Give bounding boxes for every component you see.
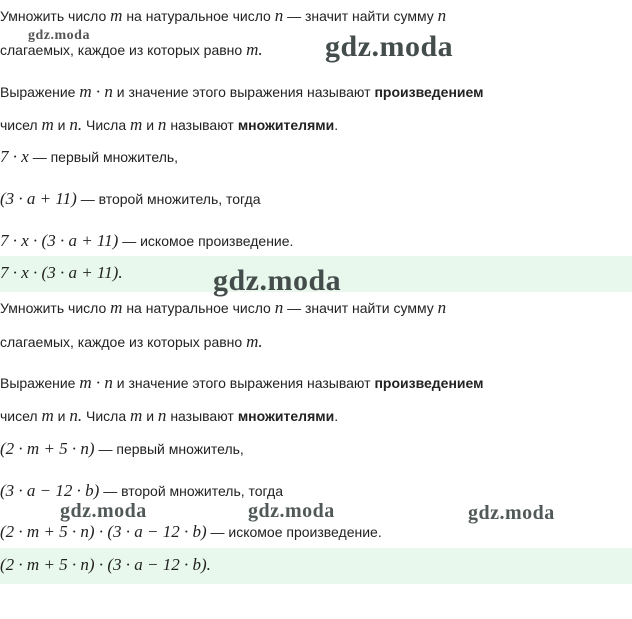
math-expr: m · n bbox=[79, 373, 113, 392]
p2-answer: (2 · m + 5 · n) · (3 · a − 12 · b). bbox=[0, 555, 211, 574]
p2-line-5 bbox=[0, 439, 244, 459]
text: Выражение bbox=[0, 375, 76, 391]
text: Умножить число bbox=[0, 300, 107, 316]
term-product: произведением bbox=[374, 375, 484, 391]
text: Числа bbox=[86, 117, 127, 133]
p1-line-4 bbox=[0, 115, 338, 135]
text: на натуральное число bbox=[126, 300, 271, 316]
math-m: m bbox=[41, 406, 54, 425]
p2-line-7 bbox=[0, 522, 382, 542]
math-m: m. bbox=[246, 332, 263, 351]
text: — первый множитель, bbox=[32, 149, 179, 165]
text: Выражение bbox=[0, 84, 76, 100]
math-m: m bbox=[130, 406, 143, 425]
text: называют bbox=[170, 117, 234, 133]
text: и bbox=[146, 117, 155, 133]
watermark-logo: gdz.moda bbox=[213, 264, 342, 297]
text: и значение этого выражения называют bbox=[116, 375, 371, 391]
text: чисел bbox=[0, 408, 38, 424]
p2-line-4 bbox=[0, 406, 338, 426]
text: на натуральное число bbox=[126, 8, 271, 24]
watermark-logo: gdz.moda bbox=[248, 500, 335, 522]
text: и bbox=[57, 117, 66, 133]
math-expr: (3 · a + 11) bbox=[0, 189, 77, 208]
text: чисел bbox=[0, 117, 38, 133]
text: слагаемых, каждое из которых равно bbox=[0, 42, 243, 58]
text: — значит найти сумму bbox=[287, 8, 434, 24]
watermark-logo: gdz.moda bbox=[28, 28, 90, 43]
p1-line-3 bbox=[0, 82, 483, 102]
term-factors: множителями bbox=[237, 408, 335, 424]
text: . bbox=[334, 117, 339, 133]
text: — второй множитель, тогда bbox=[103, 483, 283, 499]
watermark-logo: gdz.moda bbox=[60, 500, 147, 522]
p2-line-6 bbox=[0, 481, 283, 501]
math-expr: 7 · x bbox=[0, 147, 29, 166]
watermark-logo: gdz.moda bbox=[325, 30, 454, 63]
math-expr: (2 · m + 5 · n) bbox=[0, 439, 95, 458]
math-expr: (2 · m + 5 · n) · (3 · a − 12 · b) bbox=[0, 522, 207, 541]
p2-line-1 bbox=[0, 298, 446, 318]
text: — искомое произведение. bbox=[210, 524, 382, 540]
math-n: n bbox=[157, 406, 167, 425]
math-n: n bbox=[274, 298, 284, 317]
watermark-logo: gdz.moda bbox=[468, 502, 555, 524]
text: — второй множитель, тогда bbox=[80, 191, 261, 207]
term-factors: множителями bbox=[237, 117, 335, 133]
text: и bbox=[57, 408, 66, 424]
math-m: m bbox=[130, 115, 143, 134]
text: и bbox=[146, 408, 155, 424]
p2-line-2 bbox=[0, 332, 263, 352]
math-n: n bbox=[274, 6, 284, 25]
math-m: m bbox=[110, 6, 123, 25]
text: — первый множитель, bbox=[98, 441, 244, 457]
math-m: m. bbox=[246, 40, 263, 59]
p1-line-5 bbox=[0, 147, 178, 167]
p1-answer: 7 · x · (3 · a + 11). bbox=[0, 263, 123, 282]
text: называют bbox=[170, 408, 234, 424]
math-n: n bbox=[157, 115, 167, 134]
math-n: n. bbox=[69, 406, 83, 425]
math-n: n bbox=[437, 298, 447, 317]
text: — значит найти сумму bbox=[287, 300, 434, 316]
p2-answer-box bbox=[0, 548, 632, 584]
p1-line-7 bbox=[0, 231, 293, 251]
term-product: произведением bbox=[374, 84, 484, 100]
math-m: m bbox=[41, 115, 54, 134]
math-n: n. bbox=[69, 115, 83, 134]
text: и значение этого выражения называют bbox=[116, 84, 371, 100]
math-expr: m · n bbox=[79, 82, 113, 101]
text: слагаемых, каждое из которых равно bbox=[0, 334, 243, 350]
p2-line-3 bbox=[0, 373, 483, 393]
text: — искомое произведение. bbox=[122, 233, 294, 249]
math-n: n bbox=[437, 6, 447, 25]
text: . bbox=[334, 408, 339, 424]
math-m: m bbox=[110, 298, 123, 317]
p1-line-1 bbox=[0, 6, 446, 26]
text: Умножить число bbox=[0, 8, 107, 24]
math-expr: (3 · a − 12 · b) bbox=[0, 481, 100, 500]
text: Числа bbox=[86, 408, 127, 424]
math-expr: 7 · x · (3 · a + 11) bbox=[0, 231, 119, 250]
p1-line-6 bbox=[0, 189, 261, 209]
